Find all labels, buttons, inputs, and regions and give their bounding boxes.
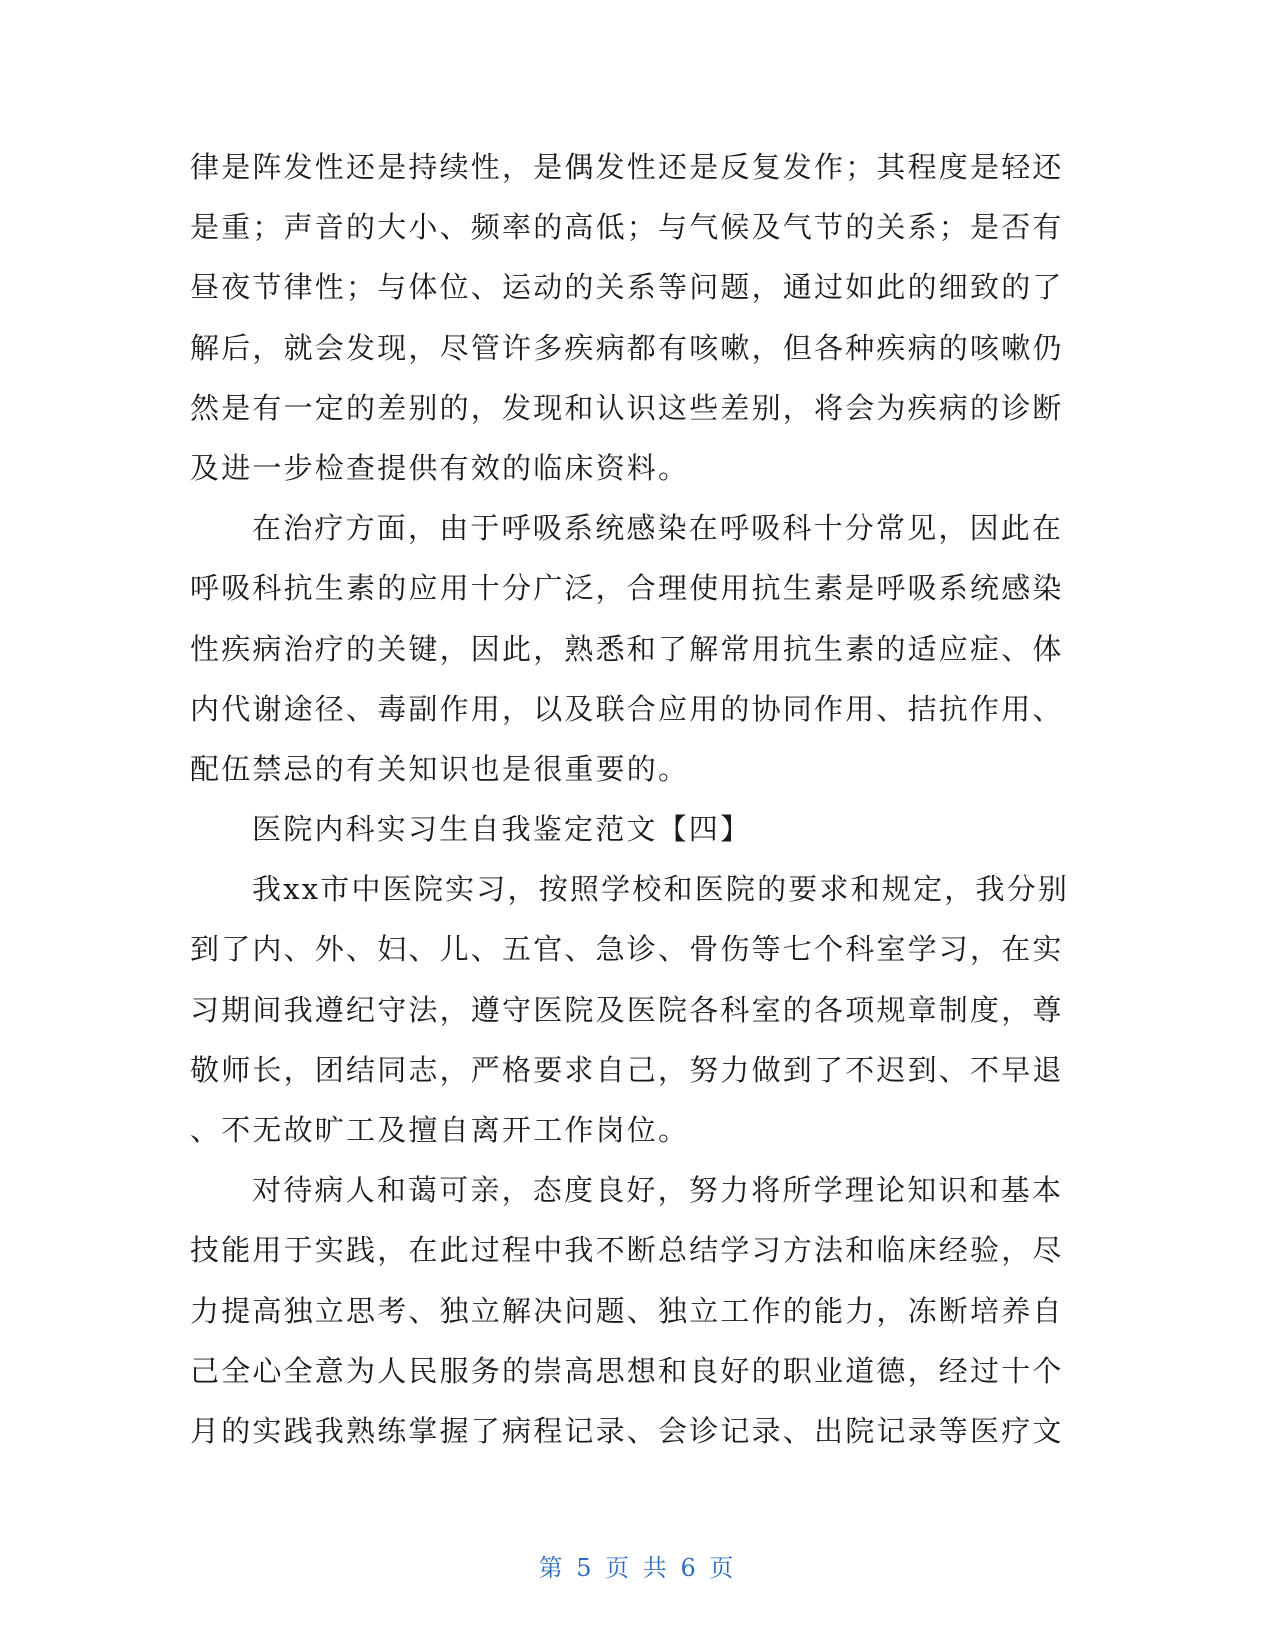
text-line: 我xx市中医院实习，按照学校和医院的要求和规定，我分别 <box>252 872 1070 907</box>
text-line: 力提高独立思考、独立解决问题、独立工作的能力，冻断培养自 <box>190 1293 1064 1328</box>
text-line: 然是有一定的差别的，发现和认识这些差别，将会为疾病的诊断 <box>190 390 1064 425</box>
text-line: 技能用于实践，在此过程中我不断总结学习方法和临床经验，尽 <box>190 1233 1064 1268</box>
text-line: 到了内、外、妇、儿、五官、急诊、骨伤等七个科室学习，在实 <box>190 932 1064 967</box>
document-body <box>190 137 1070 1461</box>
page-number-footer: 第 5 页 共 6 页 <box>538 1554 737 1582</box>
text-line: 在治疗方面，由于呼吸系统感染在呼吸科十分常见，因此在 <box>252 511 1064 546</box>
text-line: 律是阵发性还是持续性，是偶发性还是反复发作；其程度是轻还 <box>190 150 1064 184</box>
text-line: 解后，就会发现，尽管许多疾病都有咳嗽，但各种疾病的咳嗽仍 <box>190 330 1064 365</box>
text-line: 对待病人和蔼可亲，态度良好，努力将所学理论知识和基本 <box>252 1173 1064 1208</box>
text-line: 敬师长，团结同志，严格要求自己，努力做到了不迟到、不早退 <box>190 1052 1064 1087</box>
text-line: 医院内科实习生自我鉴定范文【四】 <box>252 812 752 847</box>
text-line: 性疾病治疗的关键，因此，熟悉和了解常用抗生素的适应症、体 <box>190 631 1064 666</box>
text-line: 习期间我遵纪守法，遵守医院及医院各科室的各项规章制度，尊 <box>190 992 1064 1027</box>
text-line: 内代谢途径、毒副作用，以及联合应用的协同作用、拮抗作用、 <box>190 691 1064 726</box>
text-line: 配伍禁忌的有关知识也是很重要的。 <box>190 751 690 786</box>
text-line: 昼夜节律性；与体位、运动的关系等问题，通过如此的细致的了 <box>190 270 1064 305</box>
text-line: 月的实践我熟练掌握了病程记录、会诊记录、出院记录等医疗文 <box>190 1413 1064 1448</box>
text-line: 己全心全意为人民服务的崇高思想和良好的职业道德，经过十个 <box>190 1353 1064 1388</box>
text-line: 及进一步检查提供有效的临床资料。 <box>190 450 690 485</box>
text-line: 是重；声音的大小、频率的高低；与气候及气节的关系；是否有 <box>190 210 1064 245</box>
text-line: 呼吸科抗生素的应用十分广泛，合理使用抗生素是呼吸系统感染 <box>190 571 1064 606</box>
text-line: 、不无故旷工及擅自离开工作岗位。 <box>190 1113 690 1147</box>
